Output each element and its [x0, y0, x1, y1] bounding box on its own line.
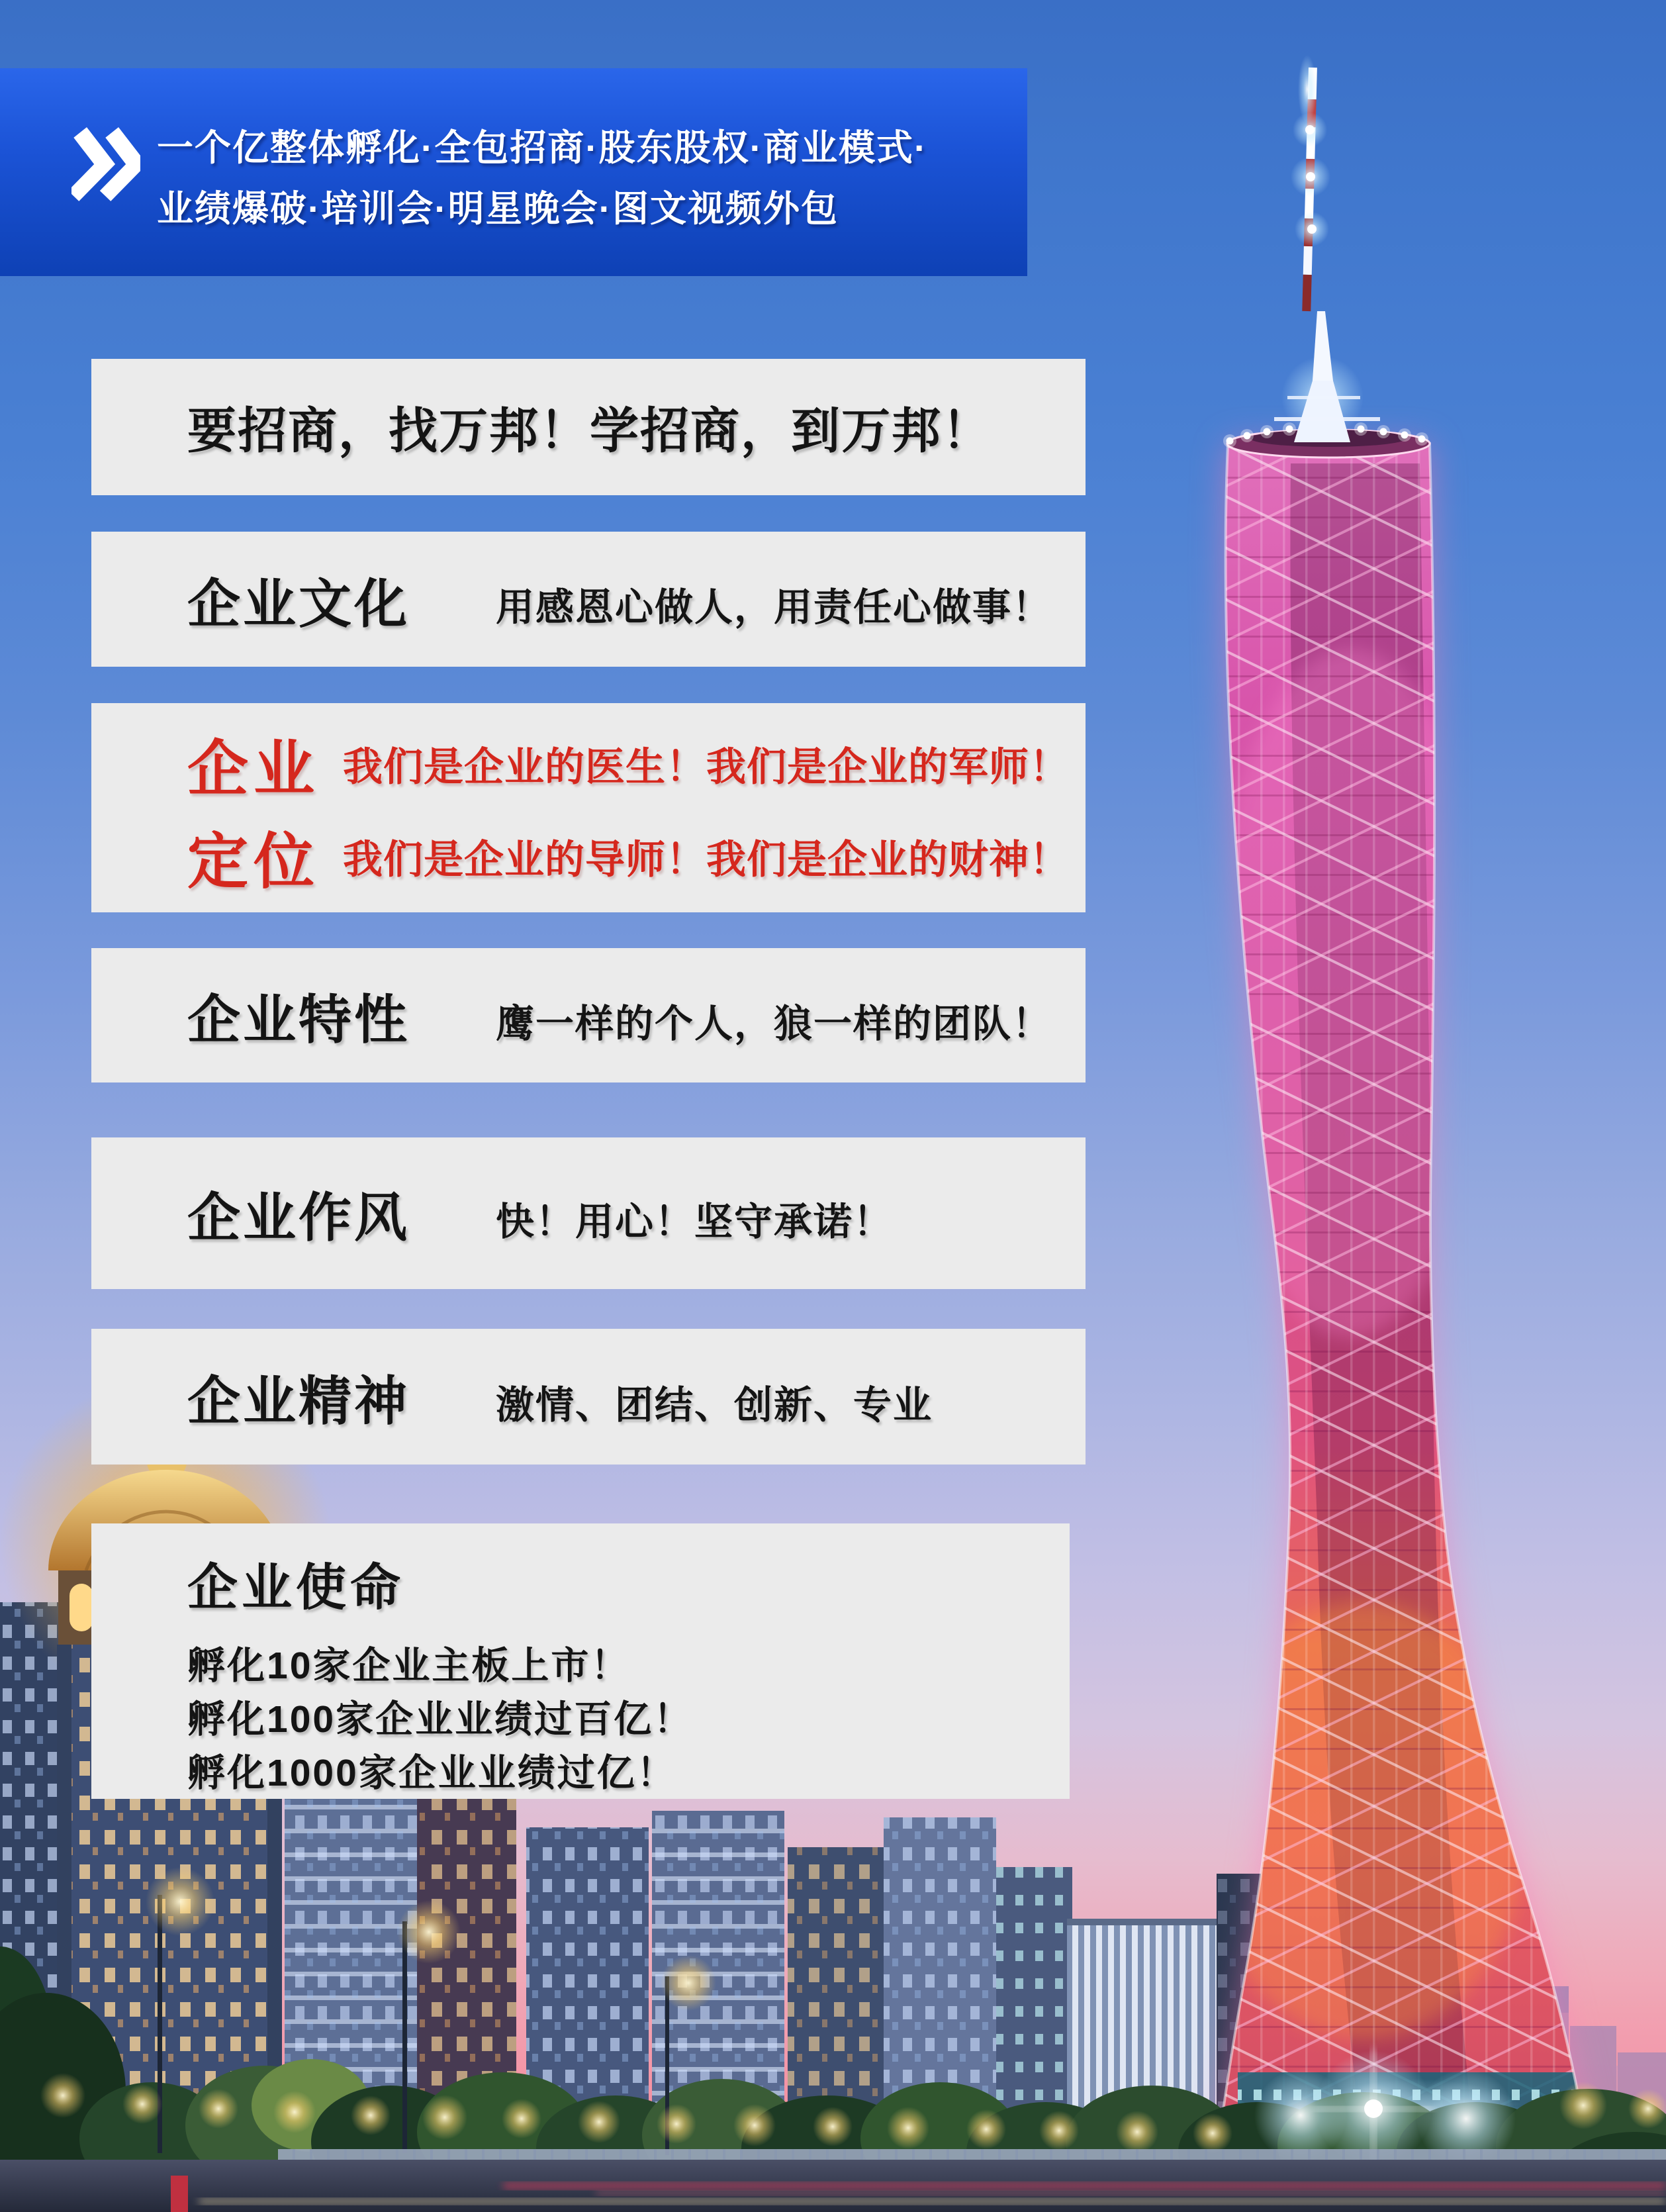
panel-positioning: [91, 703, 1086, 912]
panel-culture: [91, 532, 1086, 667]
traits-text: 鹰一样的个人，狼一样的团队！: [496, 1002, 1052, 1045]
panel-mission: [91, 1523, 1070, 1799]
workstyle-title: 企业作风: [187, 1188, 410, 1247]
culture-text: 用感恩心做人，用责任心做事！: [496, 586, 1052, 629]
culture-title: 企业文化: [187, 574, 410, 634]
canton-tower-illustration: [1185, 55, 1622, 2185]
banner-line-1: 一个亿整体孵化·全包招商·股东股权·商业模式·: [157, 127, 928, 168]
spirit-text: 激情、团结、创新、专业: [496, 1383, 933, 1427]
mission-title: 企业使命: [187, 1560, 404, 1616]
double-chevron-right-icon: [71, 127, 140, 201]
mission-line: 孵化1000家企业业绩过亿！: [187, 1752, 676, 1794]
positioning-line1: 我们是企业的医生！我们是企业的军师！: [343, 745, 1070, 789]
panel-spirit: [91, 1329, 1086, 1465]
mission-line: 孵化10家企业主板上市！: [187, 1645, 631, 1687]
header-banner: [0, 68, 1027, 276]
positioning-line2: 我们是企业的导师！我们是企业的财神！: [343, 838, 1070, 882]
banner-line-2: 业绩爆破·培训会·明星晚会·图文视频外包: [157, 188, 839, 229]
panel-traits: [91, 948, 1086, 1082]
positioning-title-line2: 定位: [187, 828, 320, 896]
positioning-title-line1: 企业: [187, 736, 320, 803]
slogan-text: 要招商，找万邦！学招商，到万邦！: [187, 403, 992, 458]
spirit-title: 企业精神: [187, 1372, 410, 1431]
mission-line: 孵化100家企业业绩过百亿！: [187, 1698, 694, 1741]
workstyle-text: 快！用心！坚守承诺！: [496, 1200, 894, 1243]
traits-title: 企业特性: [187, 990, 410, 1049]
panel-workstyle: [91, 1137, 1086, 1289]
panel-slogan: [91, 359, 1086, 495]
